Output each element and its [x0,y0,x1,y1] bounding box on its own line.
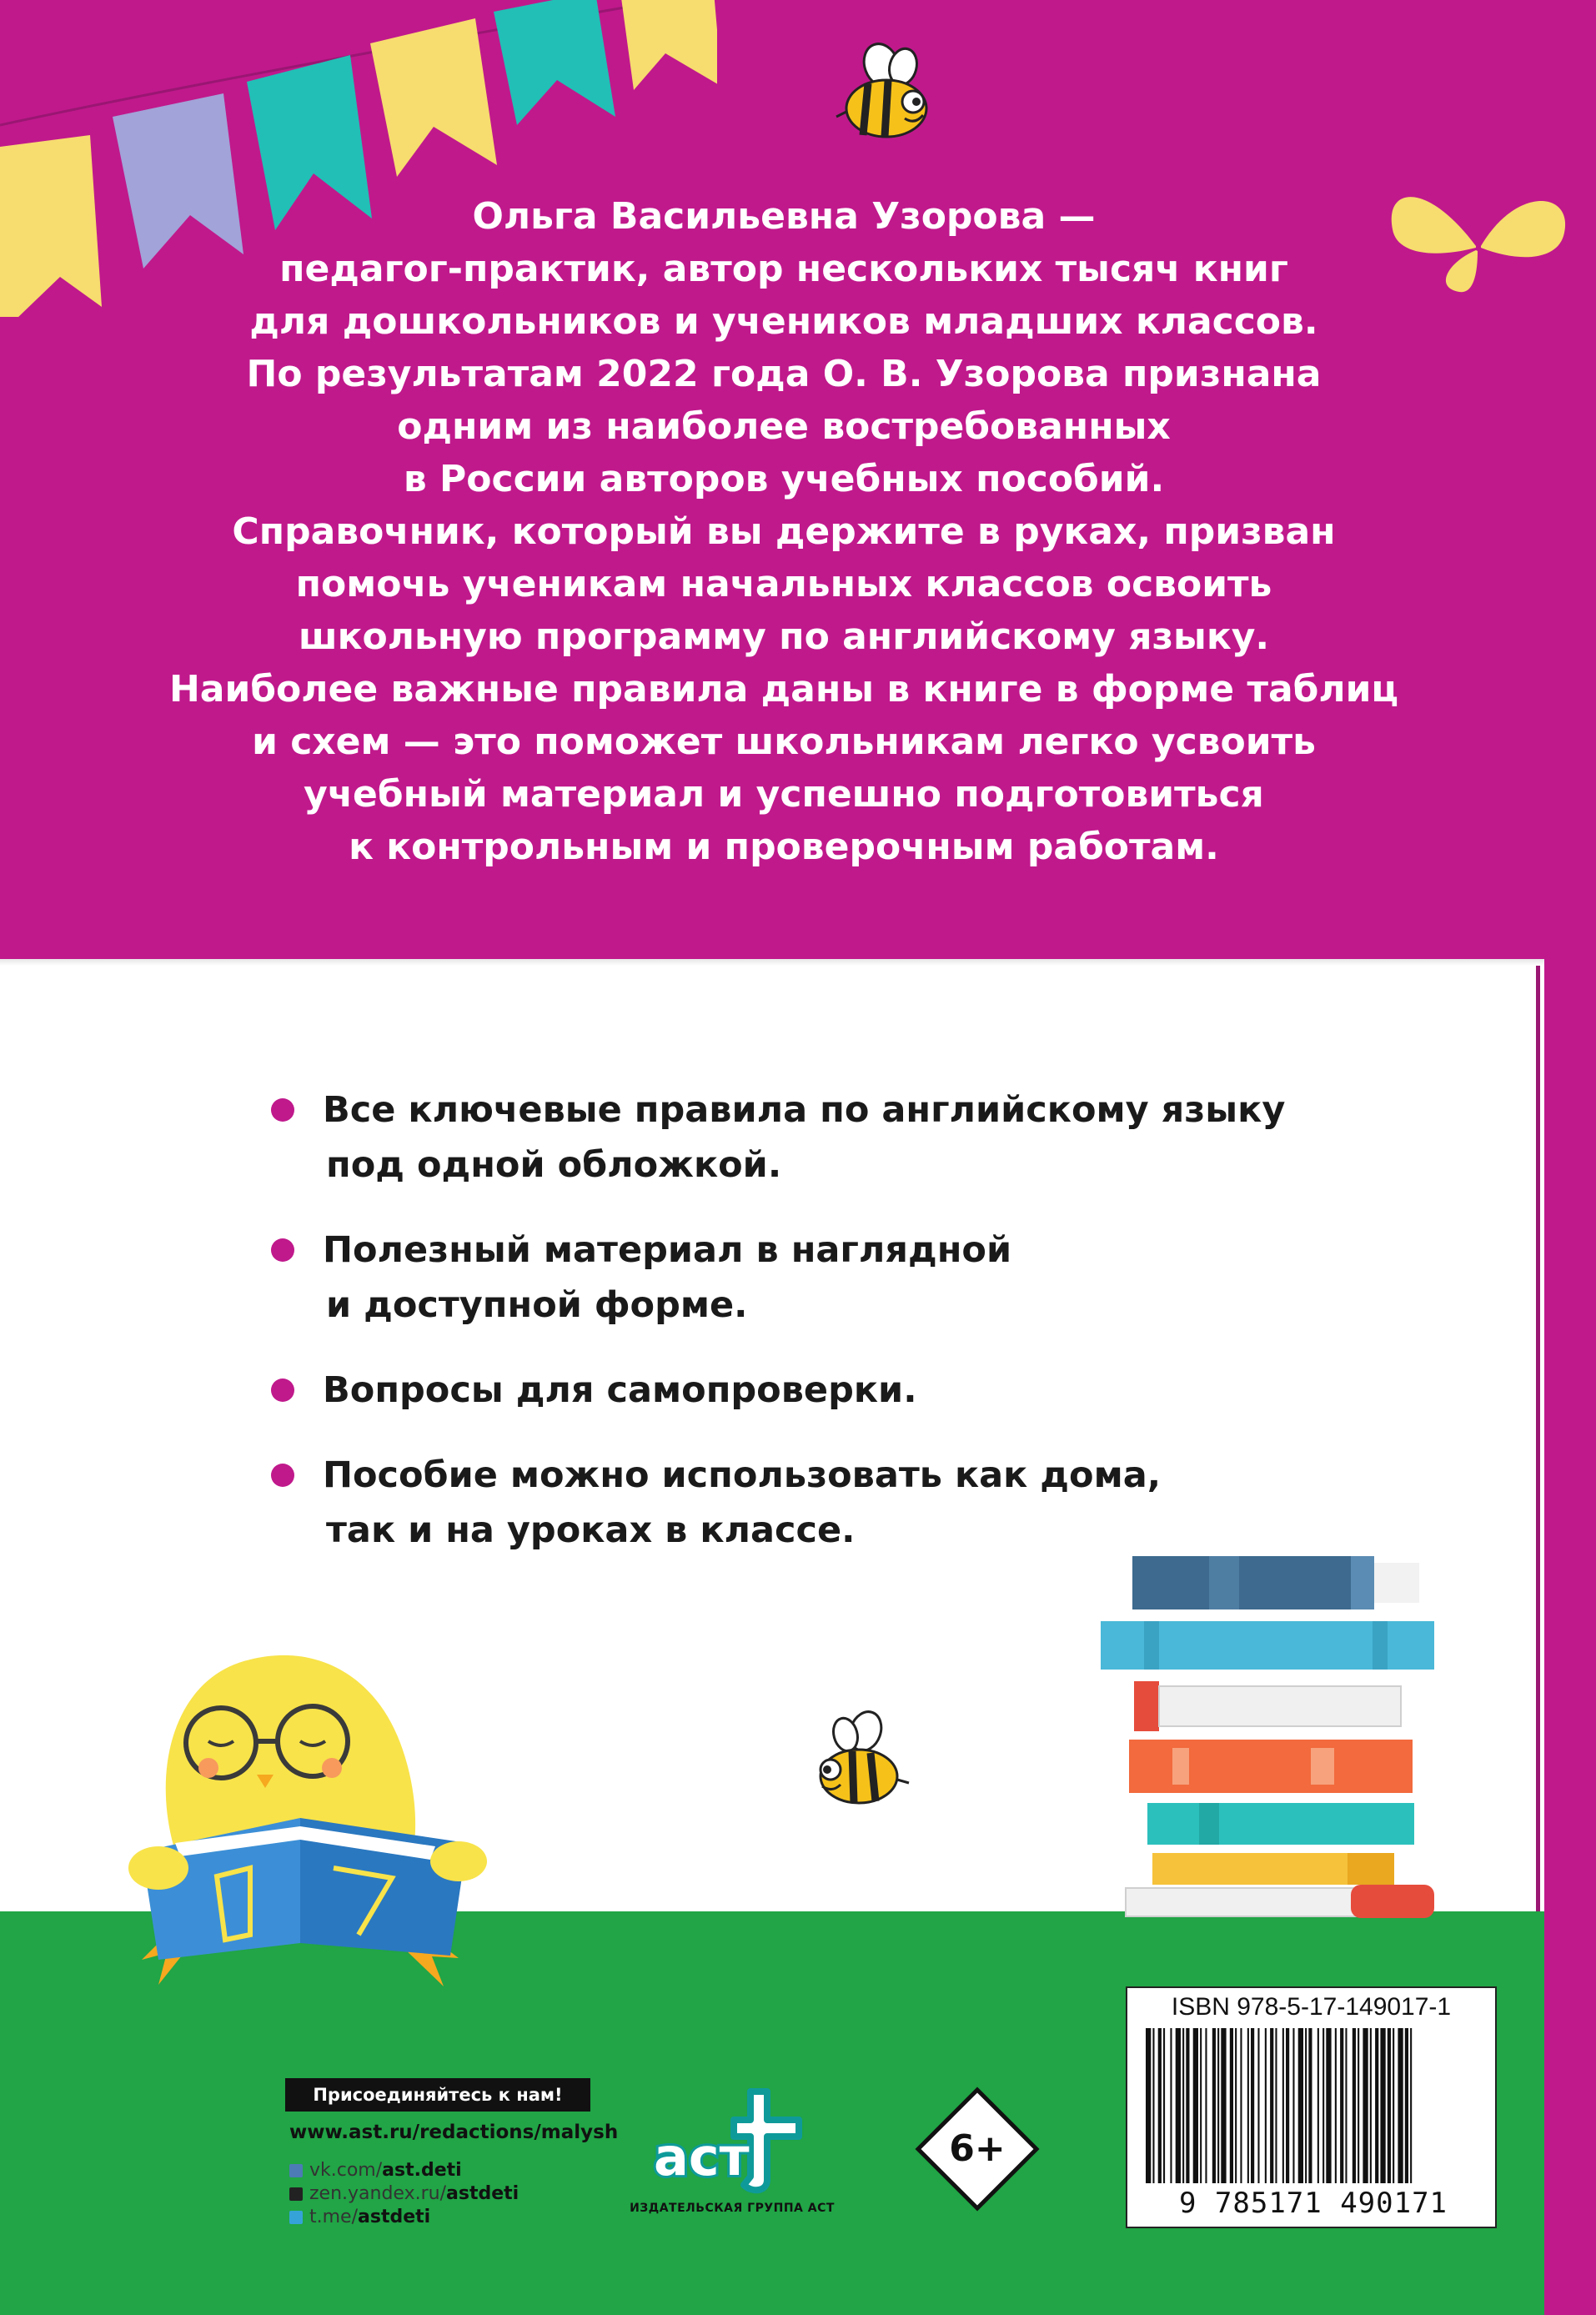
feature-line: Все ключевые правила по английскому языку [323,1089,1286,1131]
barcode-bar [1358,2028,1359,2183]
bullet-dot-icon [271,1238,294,1262]
book-stack-illustration [1101,1551,1476,1918]
feature-item [271,1223,1480,1333]
about-line: Наиболее важные правила даны в книге в форме таблиц [168,668,1399,711]
barcode-bar [1235,2028,1237,2183]
barcode-bar [1205,2028,1207,2183]
about-line: Ольга Васильевна Узорова — [472,195,1096,238]
feature-item [271,1082,1480,1193]
barcode-bar [1308,2028,1312,2183]
barcode-bar [1251,2028,1254,2183]
publisher-caption: ИЗДАТЕЛЬСКАЯ ГРУППА АСТ [630,2202,835,2215]
barcode-bar [1265,2028,1267,2183]
feature-line: Полезный материал в наглядной [323,1229,1012,1271]
social-link-telegram[interactable] [289,2207,430,2228]
barcode-bar [1305,2028,1307,2183]
barcode-bar [1282,2028,1284,2183]
barcode-bar [1380,2028,1385,2183]
ast-publisher-logo [642,2075,826,2200]
barcode-bar [1286,2028,1289,2183]
barcode-bar [1152,2028,1154,2183]
feature-line: так и на уроках в классе. [326,1509,856,1551]
about-line: для дошкольников и учеников младших классов. [249,300,1318,343]
bullet-dot-icon [271,1378,294,1402]
barcode-bar [1370,2028,1372,2183]
feature-line: Вопросы для самопроверки. [323,1369,917,1411]
barcode-bar [1200,2028,1202,2183]
social-link-vk[interactable] [289,2160,462,2182]
chick-reading-illustration [125,1643,525,1993]
flag-teal-right [494,0,615,125]
social-handle: astdeti [446,2183,519,2204]
telegram-icon [289,2211,303,2224]
feature-item [271,1448,1480,1558]
feature-line: под одной обложкой. [326,1144,782,1186]
barcode-bar [1353,2028,1356,2183]
social-handle: ast.deti [382,2160,462,2181]
zen-icon [289,2187,303,2201]
barcode-bar [1186,2028,1189,2183]
barcode-bar [1345,2028,1347,2183]
about-line: школьную программу по английскому языку. [298,615,1270,658]
author-description [150,190,1418,873]
barcode-bar [1317,2028,1319,2183]
barcode-bar [1176,2028,1181,2183]
barcode-bar [1405,2028,1408,2183]
social-prefix: zen.yandex.ru/ [309,2183,446,2204]
barcode-bar [1326,2028,1331,2183]
barcode-bar [1270,2028,1273,2183]
barcode-bar [1257,2028,1259,2183]
age-rating: 6+ [949,2127,1006,2170]
barcode-bar [1275,2028,1277,2183]
barcode-bar [1217,2028,1219,2183]
social-link-zen[interactable] [289,2183,519,2205]
bee-icon [799,1710,916,1818]
flag-yellow-left [0,135,102,317]
barcode-bar [1158,2028,1162,2183]
about-line: По результатам 2022 года О. В. Узорова признана [246,353,1322,395]
barcode-digits: 9 785171 490171 [1178,2187,1448,2220]
barcode-bar [1410,2028,1412,2183]
vk-icon [289,2164,303,2177]
barcode-bar [1398,2028,1403,2183]
flag-yellow-right [620,0,717,90]
barcode-bar [1363,2028,1368,2183]
barcode-bar [1212,2028,1216,2183]
ast-logo-text: аст [654,2127,750,2187]
feature-item [271,1363,1480,1418]
barcode-bar [1221,2028,1226,2183]
feature-line: Пособие можно использовать как дома, [323,1454,1162,1496]
about-line: к контрольным и проверочным работам. [349,826,1219,868]
bee-icon [830,42,946,150]
barcode-bar [1247,2028,1249,2183]
barcode-bar [1298,2028,1303,2183]
barcode-bar [1240,2028,1242,2183]
bullet-dot-icon [271,1098,294,1122]
barcode-bar [1322,2028,1324,2183]
barcode-bar [1292,2028,1294,2183]
barcode [1142,2028,1484,2187]
barcode-bar [1163,2028,1165,2183]
isbn-label: ISBN 978-5-17-149017-1 [1171,1993,1452,2021]
social-prefix: t.me/ [309,2207,358,2227]
barcode-bar [1393,2028,1394,2183]
about-line: Справочник, который вы держите в руках, призван [232,510,1336,553]
barcode-bar [1388,2028,1391,2183]
barcode-bar [1146,2028,1151,2183]
barcode-bar [1375,2028,1378,2183]
feature-list [271,1082,1480,1588]
feature-line: и доступной форме. [326,1284,748,1326]
social-handle: astdeti [358,2207,431,2227]
about-line: и схем — это поможет школьникам легко усвоить [252,721,1316,763]
join-us-banner: Присоединяйтесь к нам! [285,2078,590,2112]
website-link[interactable]: www.ast.ru/redactions/malysh [289,2122,619,2143]
flag-yellow-mid [370,18,497,177]
right-magenta-strip [1544,959,1596,2315]
social-prefix: vk.com/ [309,2160,383,2181]
isbn-barcode-box [1126,1986,1497,2228]
bullet-dot-icon [271,1464,294,1487]
paper-shadow [0,959,1544,966]
barcode-bar [1340,2028,1343,2183]
about-line: учебный материал и успешно подготовиться [304,773,1264,816]
about-line: одним из наиболее востребованных [397,405,1171,448]
barcode-bar [1193,2028,1198,2183]
about-line: помочь ученикам начальных классов освоить [295,563,1272,605]
about-line: педагог-практик, автор нескольких тысяч книг [279,248,1288,290]
barcode-bar [1182,2028,1184,2183]
barcode-bar [1170,2028,1172,2183]
about-line: в России авторов учебных пособий. [403,458,1165,500]
barcode-bar [1230,2028,1233,2183]
barcode-bar [1335,2028,1337,2183]
